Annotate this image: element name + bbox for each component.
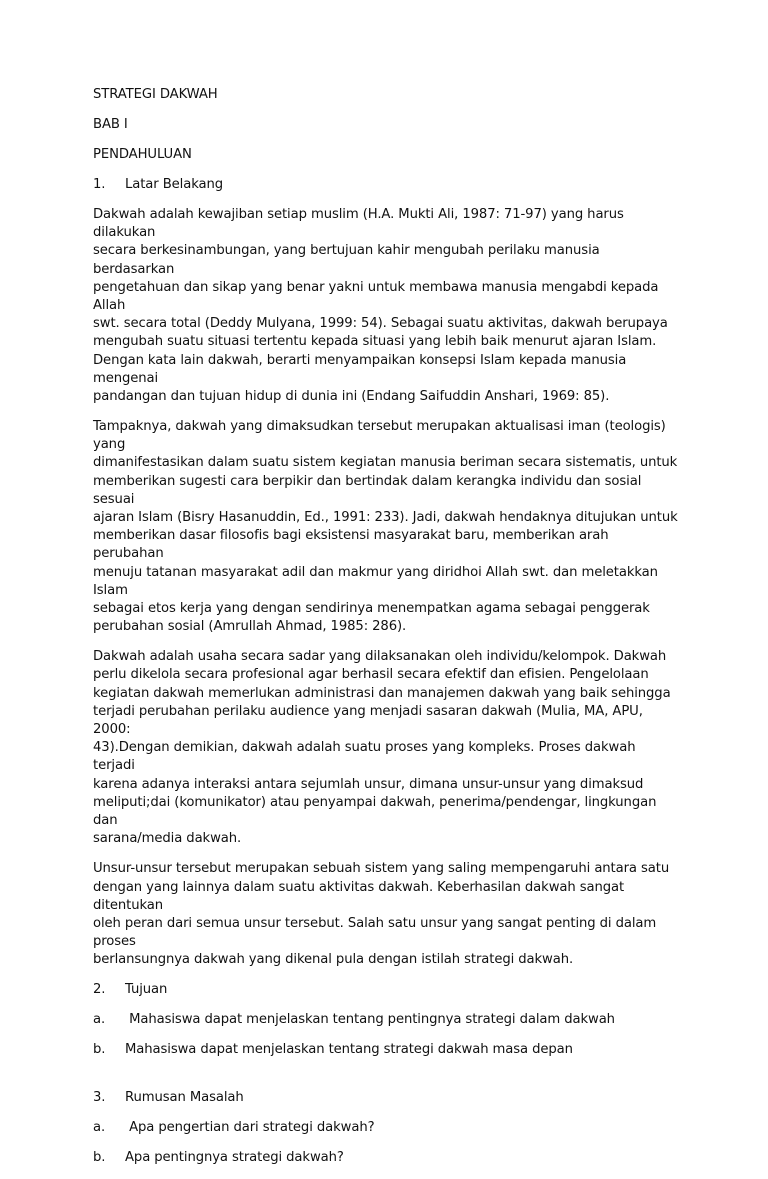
section-heading-tujuan	[93, 981, 679, 999]
list-item-text: Mahasiswa dapat menjelaskan tentang strategi dakwah masa depan	[125, 1042, 573, 1058]
list-item	[93, 1011, 679, 1029]
paragraph-1: Dakwah adalah kewajiban setiap muslim (H.A. Mukti Ali, 1987: 71-97) yang harus dilakukan secara berkesinambungan, yang bertujuan kahir mengubah perilaku manusia berdasarkan pengetahuan dan sikap yang benar yakni untuk membawa manusia mengabdi kepada Allah swt. secara total (Deddy Mulyana, 1999: 54). Sebagai suatu aktivitas, dakwah berupaya mengubah suatu situasi tertentu kepada situasi yang lebih baik menurut ajaran Islam. Dengan kata lain dakwah, berarti menyampaikan konsepsi Islam kepada manusia mengenai pandangan dan tujuan hidup di dunia ini (Endang Saifuddin Anshari, 1969: 85).	[93, 207, 668, 405]
section-heading-latar-belakang	[93, 176, 679, 194]
list-item-text: Mahasiswa dapat menjelaskan tentang pentingnya strategi dalam dakwah	[125, 1012, 615, 1028]
chapter-title: PENDAHULUAN	[93, 147, 192, 162]
document-body	[93, 86, 679, 1179]
section-heading-rumusan-masalah	[93, 1089, 679, 1107]
document-title: STRATEGI DAKWAH	[93, 87, 218, 102]
list-item-marker: a.	[93, 1012, 106, 1028]
list-item-marker: b.	[93, 1042, 106, 1058]
list-item	[93, 1119, 679, 1137]
blank-line	[93, 1071, 679, 1089]
section-number: 1.	[93, 177, 106, 192]
section-title: Tujuan	[125, 982, 168, 998]
list-item	[93, 1041, 679, 1059]
section-title: Latar Belakang	[125, 177, 224, 192]
section-number: 2.	[93, 982, 106, 998]
chapter-label: BAB I	[93, 117, 128, 132]
section-number: 3.	[93, 1090, 106, 1106]
list-item-marker: b.	[93, 1150, 106, 1166]
list-item-text: Apa pengertian dari strategi dakwah?	[125, 1120, 375, 1136]
paragraph-3: Dakwah adalah usaha secara sadar yang dilaksanakan oleh individu/kelompok. Dakwah perlu dikelola secara profesional agar berhasil secara efektif dan efisien. Pengelolaan kegiatan dakwah memerlukan administrasi dan manajemen dakwah yang baik sehingga terjadi perubahan perilaku audience yang menjadi sasaran dakwah (Mulia, MA, APU, 2000: 43).Dengan demikian, dakwah adalah suatu proses yang kompleks. Proses dakwah terjadi karena adanya interaksi antara sejumlah unsur, dimana unsur-unsur yang dimaksud meliputi;dai (komunikator) atau penyampai dakwah, penerima/pendengar, lingkungan dan sarana/media dakwah.	[93, 649, 671, 847]
list-item-marker: a.	[93, 1120, 106, 1136]
list-item-text: Apa pentingnya strategi dakwah?	[125, 1150, 344, 1166]
paragraph-4: Unsur-unsur tersebut merupakan sebuah sistem yang saling mempengaruhi antara satu dengan yang lainnya dalam suatu aktivitas dakwah. Keberhasilan dakwah sangat ditentukan oleh peran dari semua unsur tersebut. Salah satu unsur yang sangat penting di dalam proses berlansungnya dakwah yang dikenal pula dengan istilah strategi dakwah.	[93, 861, 670, 968]
paragraph-2: Tampaknya, dakwah yang dimaksudkan tersebut merupakan aktualisasi iman (teologis) yang dimanifestasikan dalam suatu sistem kegiatan manusia beriman secara sistematis, untuk memberikan sugesti cara berpikir dan bertindak dalam kerangka individu dan sosial sesuai ajaran Islam (Bisry Hasanuddin, Ed., 1991: 233). Jadi, dakwah hendaknya ditujukan untuk memberikan dasar filosofis bagi eksistensi masyarakat baru, memberikan arah perubahan menuju tatanan masyarakat adil dan makmur yang diridhoi Allah swt. dan meletakkan Islam sebagai etos kerja yang dengan sendirinya menempatkan agama sebagai penggerak perubahan sosial (Amrullah Ahmad, 1985: 286).	[93, 419, 678, 635]
section-title: Rumusan Masalah	[125, 1090, 244, 1106]
list-item	[93, 1149, 679, 1167]
